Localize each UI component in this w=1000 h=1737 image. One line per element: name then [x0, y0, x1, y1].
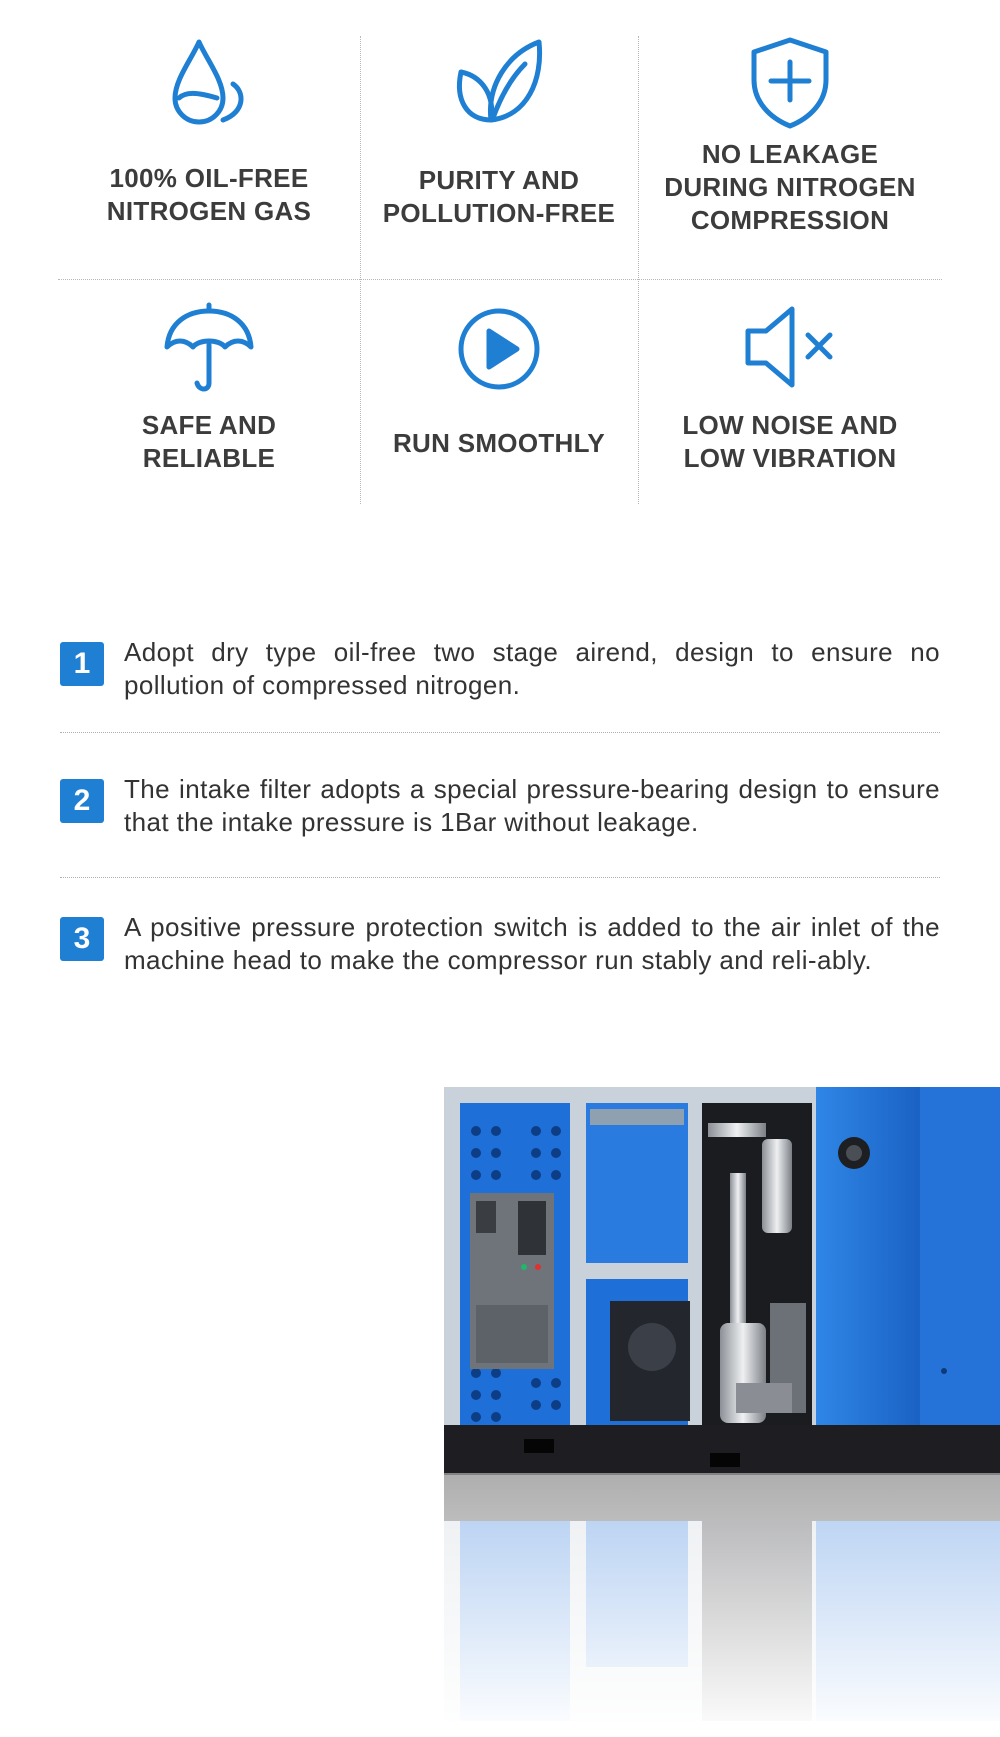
- list-item: [60, 773, 940, 839]
- feature-grid: [58, 36, 942, 504]
- list-item: [60, 911, 940, 977]
- point-number-badge: 2: [60, 779, 104, 823]
- feature-label: SAFE AND RELIABLE: [141, 410, 277, 473]
- feature-label: PURITY AND POLLUTION-FREE: [382, 165, 616, 228]
- feature-label: LOW NOISE AND LOW VIBRATION: [682, 410, 898, 473]
- leaf-icon: [451, 36, 547, 132]
- feature-label: NO LEAKAGE DURING NITROGEN COMPRESSION: [664, 139, 916, 235]
- play-circle-icon: [451, 301, 547, 397]
- point-number-badge: 3: [60, 917, 104, 961]
- feature-low-noise: [638, 279, 942, 475]
- feature-purity: [360, 36, 638, 230]
- feature-label: RUN SMOOTHLY: [392, 428, 606, 458]
- point-text: Adopt dry type oil-free two stage airend, design to ensure no pollution of compressed nitrogen.: [124, 637, 940, 700]
- point-text: The intake filter adopts a special pressure-bearing design to ensure that the intake pressure is 1Bar without leakage.: [124, 774, 940, 837]
- divider: [60, 877, 940, 878]
- list-item: [60, 636, 940, 702]
- feature-safe: [58, 279, 360, 475]
- point-number-badge: 1: [60, 642, 104, 686]
- point-text: A positive pressure protection switch is added to the air inlet of the machine head to make the compressor run stably and reli-ably.: [124, 912, 940, 975]
- umbrella-icon: [161, 299, 257, 395]
- feature-oil-free: [58, 36, 360, 228]
- shield-plus-icon: [742, 36, 838, 132]
- speaker-mute-icon: [742, 299, 838, 395]
- compressor-product-image: [440, 1083, 1000, 1737]
- feature-run-smoothly: [360, 279, 638, 460]
- water-drop-icon: [161, 36, 257, 132]
- feature-label: 100% OIL-FREE NITROGEN GAS: [106, 163, 312, 226]
- feature-no-leakage: [638, 36, 942, 237]
- divider: [60, 732, 940, 733]
